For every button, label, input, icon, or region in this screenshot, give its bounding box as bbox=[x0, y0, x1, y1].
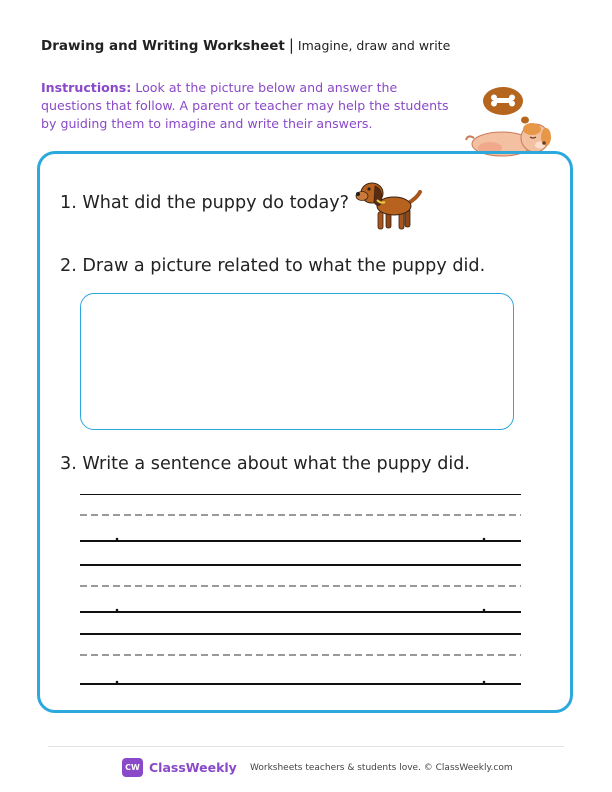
footer-brand[interactable]: ClassWeekly bbox=[149, 760, 237, 775]
drawing-area[interactable] bbox=[80, 293, 514, 430]
handwriting-row-3 bbox=[80, 634, 521, 684]
handwriting-row-2 bbox=[80, 565, 521, 612]
worksheet-subtitle: Imagine, draw and write bbox=[297, 38, 451, 53]
header-separator: | bbox=[288, 36, 294, 54]
question-2: 2. Draw a picture related to what the puppy did. bbox=[60, 256, 486, 276]
standing-puppy-icon bbox=[355, 178, 425, 234]
question-1: 1. What did the puppy do today? bbox=[60, 193, 350, 213]
instructions-body: Look at the picture below and answer the questions that follow. A parent or teacher may help the students by guiding them to imagine and write their answers. bbox=[41, 80, 449, 131]
worksheet-header bbox=[41, 36, 450, 54]
handwriting-row-1 bbox=[80, 494, 521, 541]
classweekly-logo-icon: CW bbox=[122, 758, 143, 777]
footer-divider bbox=[48, 746, 564, 747]
footer-tagline: Worksheets teachers & students love. © ClassWeekly.com bbox=[250, 763, 513, 773]
instructions-text bbox=[41, 79, 461, 133]
worksheet-title: Drawing and Writing Worksheet bbox=[41, 38, 285, 54]
question-3: 3. Write a sentence about what the puppy did. bbox=[60, 454, 471, 474]
instructions-lead: Instructions: bbox=[41, 80, 132, 95]
handwriting-lines[interactable] bbox=[80, 494, 521, 694]
